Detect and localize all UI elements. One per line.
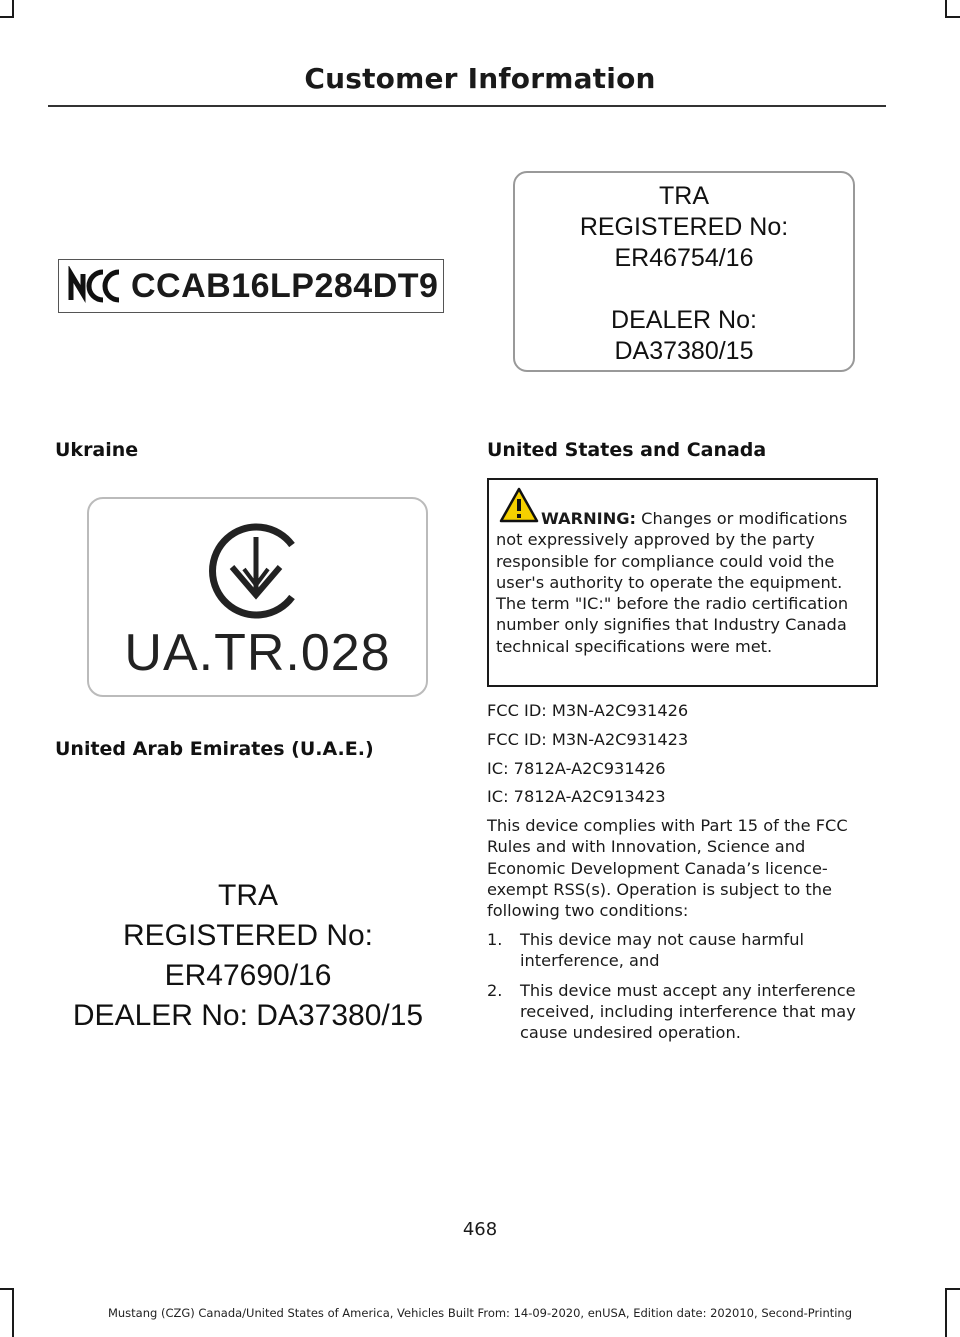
- list-item-text: This device may not cause harmful interference, and: [520, 930, 805, 971]
- uae-heading: United Arab Emirates (U.A.E.): [55, 738, 374, 760]
- ukraine-mark-code: UA.TR.028: [124, 624, 391, 682]
- title-divider: [48, 105, 886, 107]
- warning-box: [487, 478, 878, 687]
- tra-registered-label: REGISTERED No:: [579, 213, 789, 241]
- list-item-number: 2.: [487, 980, 503, 1000]
- tra-dealer-number: DA37380/15: [614, 337, 754, 365]
- conditions-list: [487, 929, 883, 1043]
- crop-mark: [0, 16, 14, 18]
- usa-canada-heading: United States and Canada: [487, 439, 767, 461]
- page-number: 468: [462, 1219, 498, 1240]
- fcc-id-line: FCC ID: M3N-A2C931423: [487, 729, 689, 749]
- footer-text: Mustang (CZG) Canada/United States of America, Vehicles Built From: 14-09-2020, enUSA, Edition date: 202010, Second-Printing: [107, 1306, 853, 1320]
- ic-id-line: IC: 7812A-A2C913423: [487, 787, 666, 807]
- usa-canada-content: [487, 700, 883, 1052]
- ncc-approval-label: [58, 259, 444, 313]
- warning-triangle-icon: [499, 487, 539, 523]
- warning-text: [496, 508, 870, 657]
- tra-dealer-label: DEALER No:: [611, 306, 757, 334]
- list-item: [487, 929, 883, 972]
- tra-registration-box: [513, 171, 855, 372]
- compliance-paragraph: This device complies with Part 15 of the FCC Rules and with Innovation, Science and Economic Development Canada’s licence-exempt RSS(s). Operation is subject to the following two conditions:: [487, 816, 848, 921]
- ukraine-conformity-mark: [87, 497, 428, 697]
- uae-dealer-number: DEALER No: DA37380/15: [72, 999, 424, 1032]
- ic-id-line: IC: 7812A-A2C931426: [487, 758, 666, 778]
- ukraine-heading: Ukraine: [55, 439, 139, 461]
- tra-registered-number: ER46754/16: [614, 244, 754, 272]
- tra-title: TRA: [659, 182, 709, 210]
- crop-mark: [946, 1288, 960, 1290]
- warning-label: WARNING:: [541, 509, 636, 528]
- uae-registered-number: REGISTERED No: ER47690/16: [122, 919, 374, 992]
- list-item-number: 1.: [487, 930, 503, 950]
- ncc-approval-code: CCAB16LP284DT9: [131, 266, 439, 305]
- crop-mark: [946, 16, 960, 18]
- warning-body: Changes or modifications not expressively approved by the party responsible for compliance could void the user's authority to operate the equipment. The term "IC:" before the radio certification number only signifies that Industry Canada technical specifications were met.: [496, 509, 849, 656]
- ukraine-conformity-icon: [206, 521, 306, 621]
- list-item-text: This device must accept any interference received, including interference that may cause undesired operation.: [520, 980, 856, 1043]
- ncc-logo-icon: [67, 266, 123, 306]
- list-item: [487, 980, 883, 1044]
- fcc-id-line: FCC ID: M3N-A2C931426: [487, 701, 689, 720]
- crop-mark: [0, 1288, 14, 1290]
- uae-tra-label: [48, 876, 448, 1036]
- page-title: Customer Information: [304, 62, 656, 95]
- uae-tra-title: TRA: [218, 879, 278, 912]
